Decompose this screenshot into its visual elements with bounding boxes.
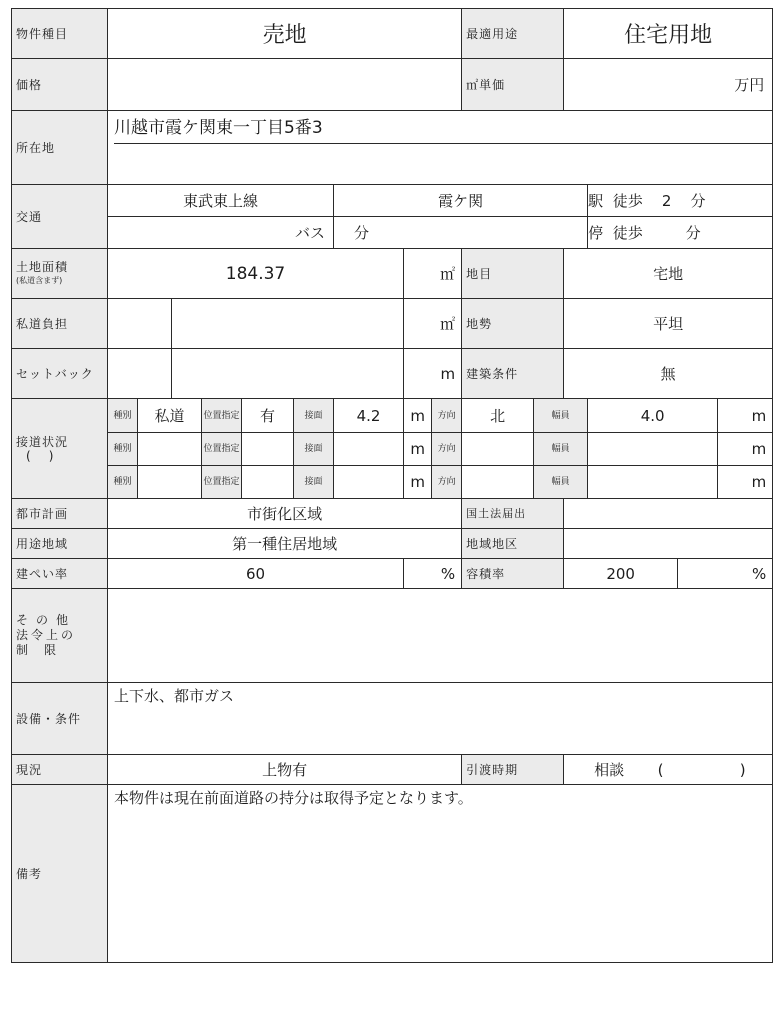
road-width-value-3: [588, 466, 718, 499]
city-planning-label: 都市計画: [12, 499, 108, 529]
building-condition-label: 建築条件: [462, 349, 564, 399]
land-area-label: 土地面積 (私道含まず): [12, 249, 108, 299]
road-pos-header-3: 位置指定: [202, 466, 242, 499]
setback-cell-b: [172, 349, 404, 399]
building-coverage-value: 60: [108, 559, 404, 589]
address-label: 所在地: [12, 111, 108, 185]
road-pos-value-3: [242, 466, 294, 499]
building-condition-value: 無: [564, 349, 773, 399]
road-width-unit-3: m: [718, 466, 773, 499]
other-legal-value: [108, 589, 773, 683]
unit-price-label: ㎡単価: [462, 59, 564, 111]
address-line2: [114, 143, 772, 180]
floor-area-ratio-unit: %: [678, 559, 773, 589]
district-value: [564, 529, 773, 559]
road-contact-unit-3: m: [404, 466, 432, 499]
other-legal-label: その他 法令上の 制限: [12, 589, 108, 683]
bus-minutes: 分: [334, 217, 588, 249]
road-width-unit-2: m: [718, 433, 773, 466]
road-kind-value-2: [138, 433, 202, 466]
transport-label: 交通: [12, 185, 108, 249]
handover-label: 引渡時期: [462, 755, 564, 785]
train-line: 東武東上線: [108, 185, 334, 217]
road-contact-header: 接面: [294, 399, 334, 433]
road-kind-header: 種別: [108, 399, 138, 433]
status-label: 現況: [12, 755, 108, 785]
road-kind-value-3: [138, 466, 202, 499]
road-kind-value: 私道: [138, 399, 202, 433]
remarks-value: 本物件は現在前面道路の持分は取得予定となります。: [108, 785, 773, 963]
address-text: 川越市霞ケ関東一丁目5番3: [114, 118, 323, 138]
road-width-header-2: 幅員: [534, 433, 588, 466]
land-area-unit: ㎡: [404, 249, 462, 299]
bus-label: バス: [108, 217, 334, 249]
setback-label: セットバック: [12, 349, 108, 399]
private-road-label: 私道負担: [12, 299, 108, 349]
address-value: [108, 111, 773, 185]
remarks-label: 備考: [12, 785, 108, 963]
road-dir-header: 方向: [432, 399, 462, 433]
setback-cell-a: [108, 349, 172, 399]
handover-value: 相談 ( ): [564, 755, 773, 785]
unit-price-value: 万円: [564, 59, 773, 111]
facilities-value: 上下水、都市ガス: [108, 683, 773, 755]
road-width-unit: m: [718, 399, 773, 433]
road-kind-header-2: 種別: [108, 433, 138, 466]
price-label: 価格: [12, 59, 108, 111]
road-contact-value-2: [334, 433, 404, 466]
road-contact-header-3: 接面: [294, 466, 334, 499]
road-contact-value: 4.2: [334, 399, 404, 433]
property-table: [11, 8, 773, 963]
road-dir-header-3: 方向: [432, 466, 462, 499]
road-contact-unit: m: [404, 399, 432, 433]
land-category-value: 宅地: [564, 249, 773, 299]
road-width-header: 幅員: [534, 399, 588, 433]
terrain-label: 地勢: [462, 299, 564, 349]
district-label: 地域地区: [462, 529, 564, 559]
property-type-label: 物件種目: [12, 9, 108, 59]
best-use-label: 最適用途: [462, 9, 564, 59]
land-act-notice-label: 国土法届出: [462, 499, 564, 529]
road-contact-header-2: 接面: [294, 433, 334, 466]
land-act-notice-value: [564, 499, 773, 529]
private-road-unit: ㎡: [404, 299, 462, 349]
road-dir-value-2: [462, 433, 534, 466]
best-use-value: 住宅用地: [564, 9, 773, 59]
land-area-value: 184.37: [108, 249, 404, 299]
road-dir-header-2: 方向: [432, 433, 462, 466]
land-category-label: 地目: [462, 249, 564, 299]
setback-unit: m: [404, 349, 462, 399]
walk-info: 駅 徒歩 2 分: [588, 185, 773, 217]
road-contact-value-3: [334, 466, 404, 499]
road-width-value: 4.0: [588, 399, 718, 433]
floor-area-ratio-value: 200: [564, 559, 678, 589]
facilities-label: 設備・条件: [12, 683, 108, 755]
property-type-value: 売地: [108, 9, 462, 59]
station-name: 霞ケ関: [334, 185, 588, 217]
road-width-header-3: 幅員: [534, 466, 588, 499]
building-coverage-label: 建ぺい率: [12, 559, 108, 589]
property-sheet: [11, 8, 767, 1016]
road-kind-header-3: 種別: [108, 466, 138, 499]
road-pos-header: 位置指定: [202, 399, 242, 433]
bus-stop-info: 停 徒歩 分: [588, 217, 773, 249]
terrain-value: 平坦: [564, 299, 773, 349]
zoning-value: 第一種住居地域: [108, 529, 462, 559]
road-contact-unit-2: m: [404, 433, 432, 466]
zoning-label: 用途地域: [12, 529, 108, 559]
road-dir-value-3: [462, 466, 534, 499]
floor-area-ratio-label: 容積率: [462, 559, 564, 589]
road-pos-header-2: 位置指定: [202, 433, 242, 466]
road-access-label: 接道状況 (): [12, 399, 108, 499]
building-coverage-unit: %: [404, 559, 462, 589]
road-width-value-2: [588, 433, 718, 466]
road-pos-value: 有: [242, 399, 294, 433]
city-planning-value: 市街化区域: [108, 499, 462, 529]
status-value: 上物有: [108, 755, 462, 785]
private-road-cell-b: [172, 299, 404, 349]
price-value: [108, 59, 462, 111]
private-road-cell-a: [108, 299, 172, 349]
road-pos-value-2: [242, 433, 294, 466]
road-dir-value: 北: [462, 399, 534, 433]
